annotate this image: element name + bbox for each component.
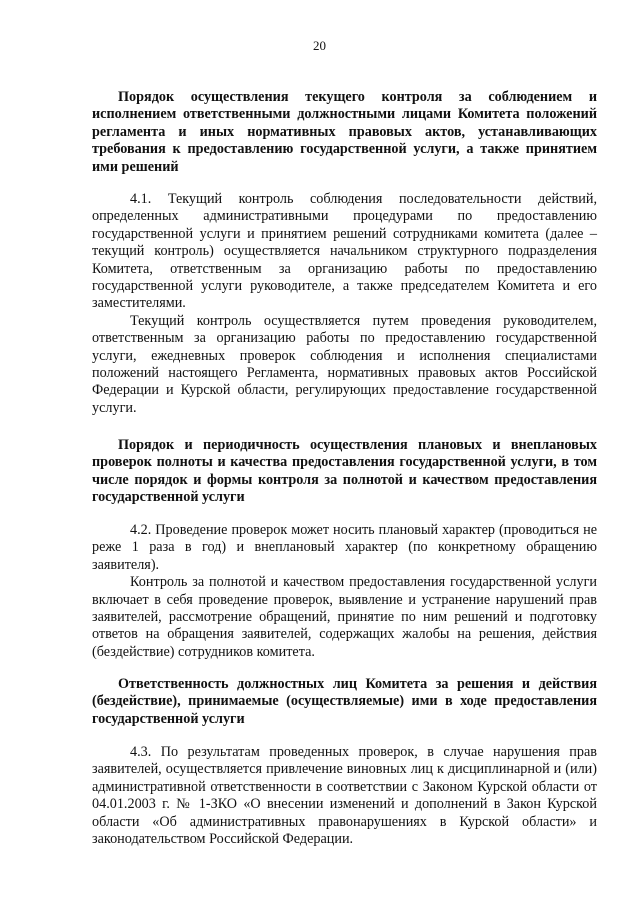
section-2-heading: Порядок и периодичность осуществления плановых и внеплановых проверок полноты и качества предоставления государственной услуги, в том числе порядок и формы контроля за полнотой и качеством предоставления государственной услуги — [92, 437, 597, 506]
section-3-body — [92, 744, 597, 848]
paragraph-current-control: Текущий контроль осуществляется путем проведения руководителем, ответственным за организацию работы по предоставлению государственной услуги, ежедневных проверок соблюдения и исполнения специалистами положений настоящего Регламента, нормативных правовых актов Российской Федерации и Курской области, регулирующих предоставление государственной услуги. — [92, 312, 597, 416]
page-number: 20 — [313, 38, 326, 53]
paragraph-4-1: 4.1. Текущий контроль соблюдения последовательности действий, определенных административными процедурами по предоставлению государственной услуги и принятием решений сотрудниками комитета (далее – текущий контроль) осуществляется начальником структурного подразделения Комитета, ответственным за организацию работы по предоставлению государственной услуги руководителе, а также председателем Комитета и его заместителями. — [92, 191, 597, 312]
paragraph-4-3: 4.3. По результатам проведенных проверок, в случае нарушения прав заявителей, осуществляется привлечение виновных лиц к дисциплинарной и (или) административной ответственности в соответствии с Законом Курской области от 04.01.2003 г. № 1-ЗКО «О внесении изменений и дополнений в Закон Курской области «Об административных правонарушениях в Курской области» и законодательством Российской Федерации. — [92, 744, 597, 848]
section-3-heading: Ответственность должностных лиц Комитета за решения и действия (бездействие), принимаемые (осуществляемые) ими в ходе предоставления государственной услуги — [92, 676, 597, 727]
paragraph-4-2: 4.2. Проведение проверок может носить плановый характер (проводиться не реже 1 раза в год) и внеплановый характер (по конкретному обращению заявителя). — [92, 522, 597, 573]
section-1-heading: Порядок осуществления текущего контроля за соблюдением и исполнением ответственными должностными лицами Комитета положений регламента и иных нормативных правовых актов, устанавливающих требования к предоставлению государственной услуги, а также принятием ими решений — [92, 89, 597, 175]
section-2-body — [92, 522, 597, 661]
section-1-body — [92, 191, 597, 417]
paragraph-quality-control: Контроль за полнотой и качеством предоставления государственной услуги включает в себя проведение проверок, выявление и устранение нарушений прав заявителей, рассмотрение обращений, принятие по ним решений и подготовку ответов на обращения заявителей, содержащих жалобы на решения, действия (бездействие) сотрудников комитета. — [92, 574, 597, 660]
